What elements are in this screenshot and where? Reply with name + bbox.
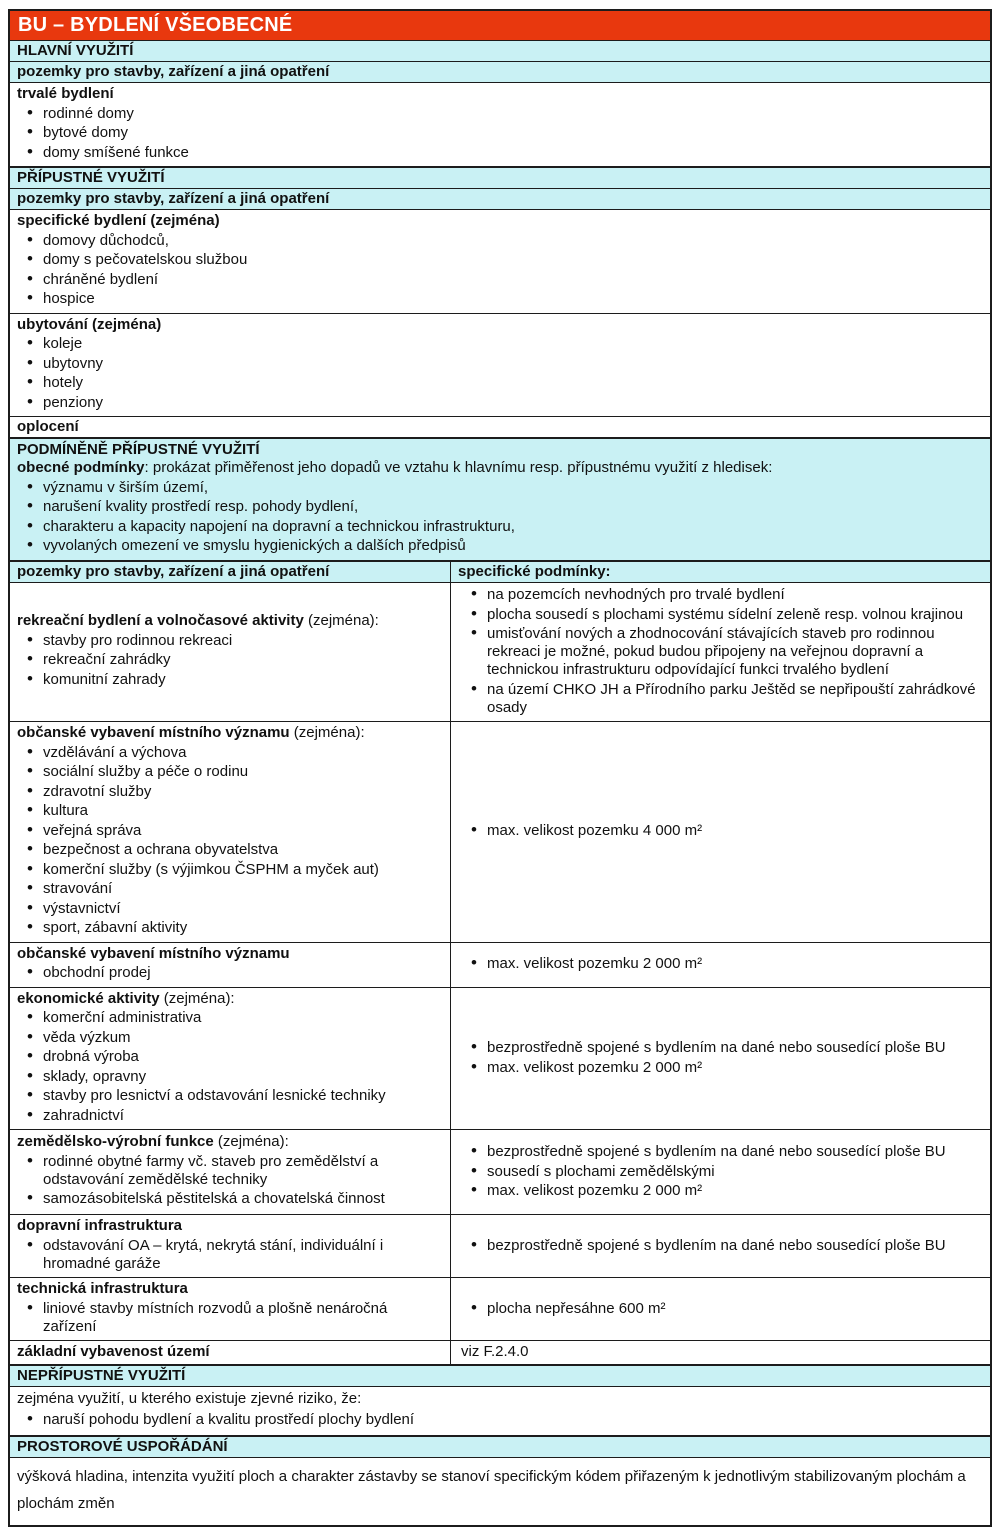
bullet-item: • penziony [17, 394, 983, 412]
use-cell [10, 1130, 451, 1214]
bullet-item: • zahradnictví [17, 1107, 443, 1125]
bullet-item: • chráněné bydlení [17, 271, 983, 289]
bullet-list [461, 1038, 983, 1079]
use-cell [10, 1215, 451, 1277]
condition-note: viz F.2.4.0 [461, 1343, 529, 1360]
subheader-pozemky: pozemky pro stavby, zařízení a jiná opatření [10, 188, 990, 209]
prostorove-text: výšková hladina, intenzita využití ploch a charakter zástavby se stanoví specifickým kódem přiřazeným k jednotlivým stabilizovaným plochám a plochám změn [10, 1457, 990, 1525]
bullet-item: • sousedí s plochami zemědělskými [461, 1163, 983, 1181]
bullet-item: • stavby pro rodinnou rekreaci [17, 632, 443, 650]
conditions-label: obecné podmínky [17, 459, 145, 476]
spec-table-col1-header: pozemky pro stavby, zařízení a jiná opatření [10, 562, 451, 582]
bullet-list [17, 742, 443, 939]
bullet-item: • max. velikost pozemku 2 000 m² [461, 1059, 983, 1077]
bullet-item: • významu v širším území, [17, 479, 983, 497]
bullet-list [17, 1411, 983, 1429]
spec-table-col2-header: specifické podmínky: [458, 562, 611, 580]
bullet-item: • bezprostředně spojené s bydlením na dané nebo sousedící ploše BU [461, 1039, 983, 1057]
use-title: rekreační bydlení a volnočasové aktivity [17, 612, 304, 630]
section-podminene-pripustne [10, 437, 990, 560]
spec-row-obcanske-vybaveni-zejmena [10, 721, 990, 942]
bullet-item: • max. velikost pozemku 2 000 m² [461, 955, 983, 973]
bullet-list [461, 1298, 983, 1319]
use-cell [10, 943, 451, 987]
spec-row-technicka-infrastruktura [10, 1277, 990, 1340]
group-title: trvalé bydlení [17, 85, 114, 102]
bullet-list [461, 585, 983, 719]
bullet-item: • plocha nepřesáhne 600 m² [461, 1300, 983, 1318]
spec-row-ekonomicke-aktivity [10, 987, 990, 1130]
bullet-item: • komunitní zahrady [17, 671, 443, 689]
spec-row-zemedelsko-vyrobni [10, 1129, 990, 1214]
bullet-item: • bezpečnost a ochrana obyvatelstva [17, 841, 443, 859]
bullet-list [461, 1142, 983, 1202]
section-header-hlavni-vyuziti: HLAVNÍ VYUŽITÍ [10, 40, 990, 61]
bullet-item: • veřejná správa [17, 822, 443, 840]
bullet-item: • domovy důchodců, [17, 232, 983, 250]
spec-row-zakladni-vybavenost [10, 1340, 990, 1364]
bullet-item: • max. velikost pozemku 2 000 m² [461, 1182, 983, 1200]
use-cell [10, 722, 451, 942]
bullet-item: • samozásobitelská pěstitelská a chovatelská činnost [17, 1190, 443, 1208]
bullet-list [17, 963, 443, 984]
bullet-item: • sociální služby a péče o rodinu [17, 763, 443, 781]
bullet-list [17, 1151, 443, 1210]
use-suffix: (zejména): [303, 612, 379, 630]
subheader-pozemky: pozemky pro stavby, zařízení a jiná opatření [10, 61, 990, 82]
bullet-item: • max. velikost pozemku 4 000 m² [461, 822, 983, 840]
bullet-item: • ubytovny [17, 355, 983, 373]
bullet-item: • hospice [17, 290, 983, 308]
bullet-item: • komerční administrativa [17, 1009, 443, 1027]
bullet-item: • stravování [17, 880, 443, 898]
bullet-item: • odstavování OA – krytá, nekrytá stání, individuální i hromadné garáže [17, 1237, 443, 1273]
row-oploceni: oplocení [10, 416, 990, 437]
use-cell [10, 1278, 451, 1340]
bullet-item: • na území CHKO JH a Přírodního parku Ještěd se nepřipouští zahrádkové osady [461, 681, 983, 717]
group-trvale-bydleni [10, 82, 990, 166]
bullet-item: • rodinné domy [17, 105, 983, 123]
bullet-item: • vzdělávání a výchova [17, 744, 443, 762]
bullet-list [17, 1008, 443, 1127]
use-cell [10, 988, 451, 1130]
bullet-item: • věda výzkum [17, 1029, 443, 1047]
conditions-cell [451, 583, 990, 722]
page-title: BU – BYDLENÍ VŠEOBECNÉ [10, 11, 990, 40]
use-title: dopravní infrastruktura [17, 1217, 183, 1234]
group-title: specifické bydlení (zejména) [17, 212, 220, 229]
use-title: základní vybavenost území [17, 1343, 210, 1360]
group-specificke-bydleni [10, 209, 990, 313]
bullet-list [461, 1235, 983, 1256]
conditions-cell [451, 943, 990, 987]
use-suffix: (zejména): [289, 724, 365, 741]
bullet-item: • bytové domy [17, 124, 983, 142]
bullet-item: • stavby pro lesnictví a odstavování lesnické techniky [17, 1087, 443, 1105]
bullet-item: • vyvolaných omezení ve smyslu hygienických a dalších předpisů [17, 537, 983, 555]
bullet-item: • výstavnictví [17, 900, 443, 918]
bullet-list [461, 821, 983, 842]
bullet-item: • sklady, opravny [17, 1068, 443, 1086]
conditions-cell [451, 722, 990, 942]
bullet-item: • umisťování nových a zhodnocování stávajících staveb pro rodinnou rekreaci je možné, pokud budou připojeny na veřejnou dopravní a technickou infrastrukturu odpovídající funkci trvalého bydlení [461, 625, 983, 679]
bullet-list [461, 954, 983, 975]
bullet-list [17, 232, 983, 309]
bullet-list [17, 479, 983, 556]
conditions-cell [451, 1341, 990, 1364]
use-title: občanské vybavení místního významu [17, 944, 290, 962]
bullet-item: • narušení kvality prostředí resp. pohody bydlení, [17, 498, 983, 516]
bullet-list [17, 630, 443, 690]
section-header-prostorove: PROSTOROVÉ USPOŘÁDÁNÍ [10, 1435, 990, 1457]
bullet-item: • koleje [17, 335, 983, 353]
bullet-item: • rodinné obytné farmy vč. staveb pro zemědělství a odstavování zemědělské techniky [17, 1153, 443, 1189]
conditions-text: : prokázat přiměřenost jeho dopadů ve vztahu k hlavnímu resp. přípustnému využití z hledisek: [144, 459, 773, 476]
group-title: ubytování (zejména) [17, 315, 162, 333]
section-header-podminene: PODMÍNĚNĚ PŘÍPUSTNÉ VYUŽITÍ [17, 441, 260, 458]
bullet-item: • charakteru a kapacity napojení na dopravní a technickou infrastrukturu, [17, 518, 983, 536]
bullet-item: • hotely [17, 374, 983, 392]
spec-row-rekreacni-bydleni [10, 582, 990, 722]
use-title: technická infrastruktura [17, 1280, 188, 1297]
bullet-item: • zdravotní služby [17, 783, 443, 801]
bullet-item: • bezprostředně spojené s bydlením na dané nebo sousedící ploše BU [461, 1143, 983, 1161]
nepripustne-intro: zejména využití, u kterého existuje zjevné riziko, že: [17, 1390, 362, 1407]
bullet-item: • sport, zábavní aktivity [17, 919, 443, 937]
use-cell [10, 1341, 451, 1364]
bullet-item: • liniové stavby místních rozvodů a plošně nenáročná zařízení [17, 1300, 443, 1336]
zoning-regulation-sheet [8, 9, 992, 1527]
bullet-item: • rekreační zahrádky [17, 651, 443, 669]
bullet-list [17, 335, 983, 412]
bullet-item: • obchodní prodej [17, 964, 443, 982]
bullet-list [17, 1298, 443, 1337]
bullet-item: • plocha sousedí s plochami systému sídelní zeleně resp. volnou krajinou [461, 606, 983, 624]
conditions-cell [451, 1215, 990, 1277]
bullet-item: • naruší pohodu bydlení a kvalitu prostředí plochy bydlení [17, 1411, 983, 1429]
section-header-nepripustne: NEPŘÍPUSTNÉ VYUŽITÍ [10, 1364, 990, 1386]
use-title: zemědělsko-výrobní funkce [17, 1133, 214, 1151]
group-nepripustne [10, 1386, 990, 1435]
bullet-item: • kultura [17, 802, 443, 820]
use-suffix: (zejména): [213, 1133, 289, 1151]
spec-row-dopravni-infrastruktura [10, 1214, 990, 1277]
bullet-item: • komerční služby (s výjimkou ČSPHM a myček aut) [17, 861, 443, 879]
general-conditions-line [17, 459, 983, 477]
bullet-item: • domy smíšené funkce [17, 144, 983, 162]
bullet-item: • bezprostředně spojené s bydlením na dané nebo sousedící ploše BU [461, 1237, 983, 1255]
bullet-item: • drobná výroba [17, 1048, 443, 1066]
spec-table-header [10, 560, 990, 582]
conditions-cell [451, 1130, 990, 1214]
bullet-list [17, 1235, 443, 1274]
use-suffix: (zejména): [159, 989, 235, 1007]
section-header-pripustne-vyuziti: PŘÍPUSTNÉ VYUŽITÍ [10, 166, 990, 188]
spec-row-obcanske-vybaveni-obchod [10, 942, 990, 987]
conditions-cell [451, 1278, 990, 1340]
bullet-item: • domy s pečovatelskou službou [17, 251, 983, 269]
use-cell [10, 583, 451, 722]
bullet-list [17, 105, 983, 162]
group-ubytovani [10, 313, 990, 417]
bullet-item: • na pozemcích nevhodných pro trvalé bydlení [461, 586, 983, 604]
use-title: občanské vybavení místního významu [17, 724, 290, 741]
conditions-cell [451, 988, 990, 1130]
use-title: ekonomické aktivity [17, 989, 160, 1007]
